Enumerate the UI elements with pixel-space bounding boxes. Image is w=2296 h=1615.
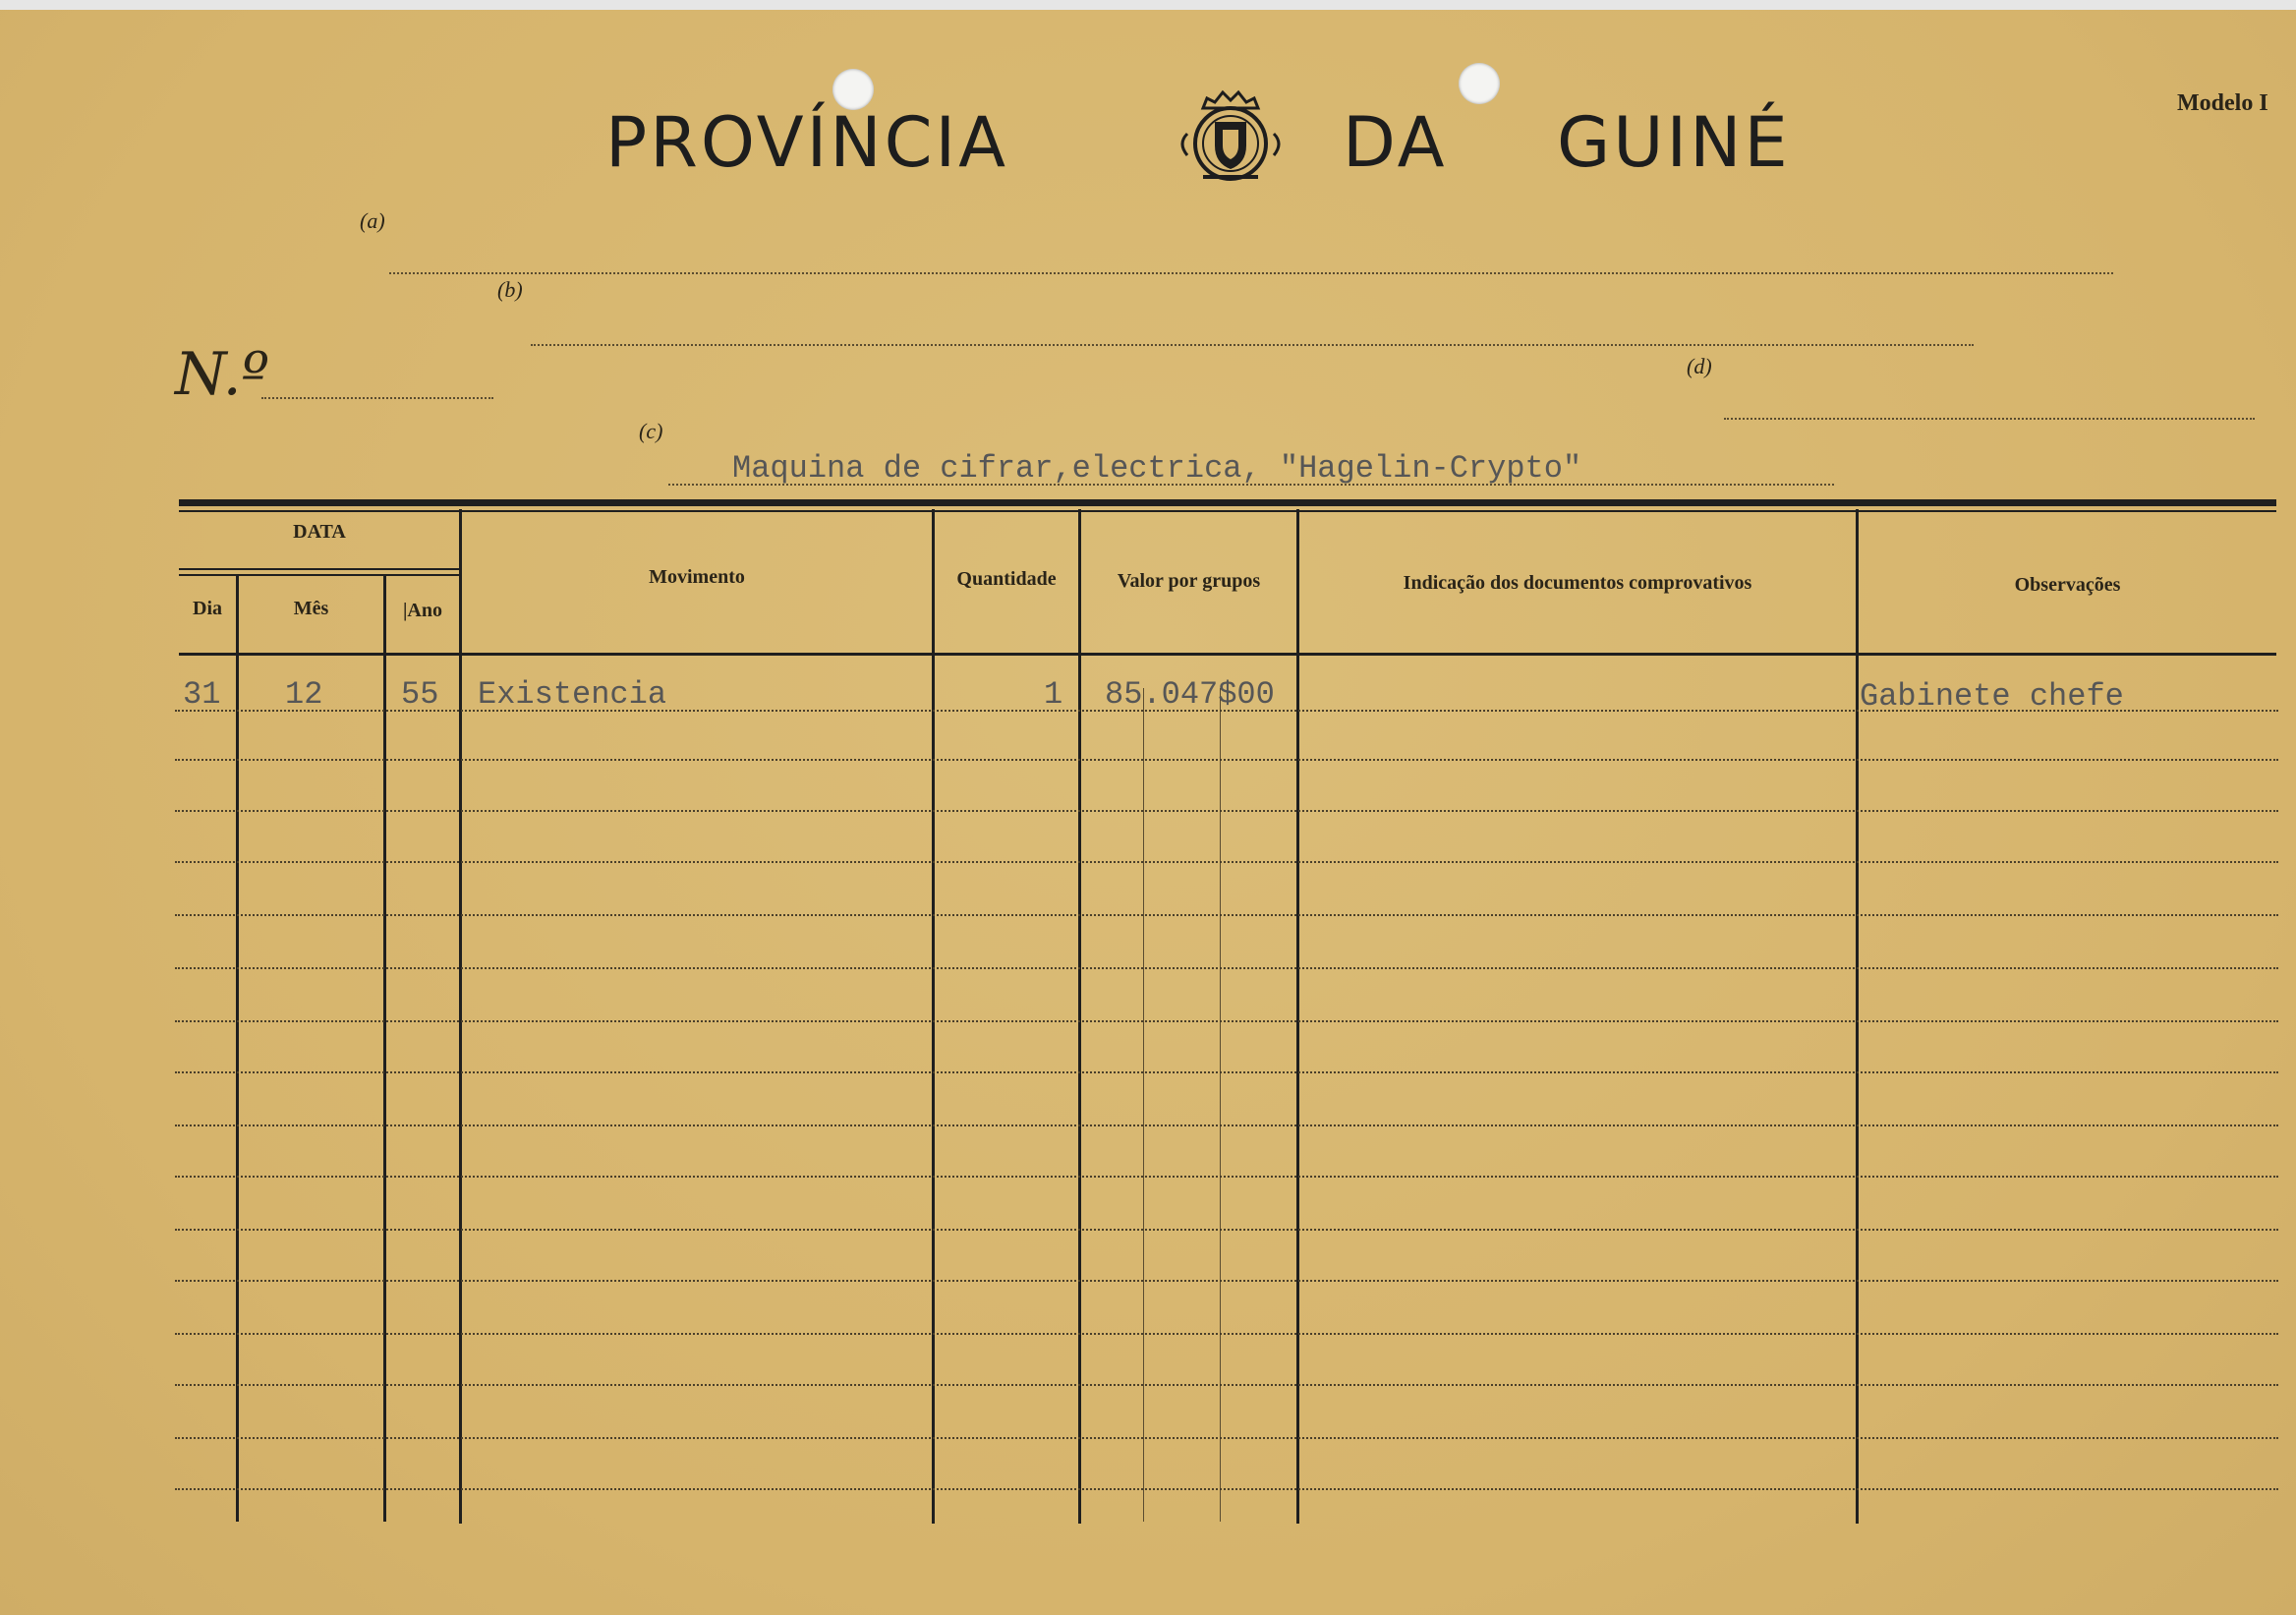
table-top-rule [179,499,2276,506]
number-label: N.º [175,340,269,409]
punch-hole-right [1459,63,1500,104]
col-divider-dia [236,576,239,1522]
table-row[interactable] [175,1384,2278,1386]
scan-edge [0,0,2296,10]
title-guine: GUINÉ [1557,102,1791,183]
table-row[interactable] [175,1280,2278,1282]
header-documentos: Indicação dos documentos comprovativos [1403,572,1752,594]
row-movimento: Existencia [478,676,667,713]
valor-subdivider-1 [1143,688,1144,1522]
table-row[interactable] [175,759,2278,761]
table-row[interactable] [175,810,2278,812]
header-quantidade: Quantidade [956,568,1057,590]
col-divider-movimento [932,509,935,1524]
table-row[interactable] [175,1333,2278,1335]
field-b-line[interactable] [531,344,1974,346]
header-valor: Valor por grupos [1117,570,1261,592]
table-row[interactable] [175,1437,2278,1439]
title-provincia: PROVÍNCIA [605,102,1009,183]
col-divider-valor [1296,509,1299,1524]
title-da: DA [1343,102,1448,183]
field-d-line[interactable] [1724,418,2255,420]
table-row[interactable] [175,1020,2278,1022]
table-row[interactable] [175,1488,2278,1490]
header-data: DATA [293,521,346,543]
table-row[interactable] [175,1125,2278,1126]
field-a-label: (a) [360,208,385,233]
table-row[interactable] [175,1229,2278,1231]
field-b-label: (b) [497,277,523,302]
header-dia: Dia [193,598,222,619]
header-ano: |Ano [403,600,442,621]
row-ano: 55 [401,676,439,713]
data-group-rule-2 [179,574,460,576]
field-d-label: (d) [1687,354,1712,378]
field-c-line[interactable] [668,484,1834,486]
row-mes: 12 [285,676,323,713]
table-row[interactable] [175,861,2278,863]
item-description: Maquina de cifrar,electrica, "Hagelin-Crypto" [732,450,1582,487]
header-observacoes: Observações [2014,574,2121,596]
row-dia: 31 [183,676,221,713]
row-quantidade: 1 [1044,676,1063,713]
valor-subdivider-2 [1220,688,1221,1522]
row-observacoes: Gabinete chefe [1860,678,2124,715]
table-row[interactable] [175,967,2278,969]
col-divider-quantidade [1078,509,1081,1524]
row-valor: 85.047$00 [1105,676,1275,713]
table-row[interactable] [175,710,2278,712]
col-divider-documentos [1856,509,1859,1524]
header-bottom-rule [179,653,2276,656]
header-movimento: Movimento [649,566,745,588]
table-row[interactable] [175,914,2278,916]
field-c-label: (c) [639,419,663,443]
data-group-rule [179,568,460,570]
table-row[interactable] [175,1071,2278,1073]
model-label: Modelo I [2177,90,2268,116]
col-divider-mes [383,576,386,1522]
coat-of-arms-icon [1174,87,1288,189]
number-line[interactable] [261,397,493,399]
table-row[interactable] [175,1176,2278,1178]
col-divider-ano [459,509,462,1524]
field-a-line[interactable] [389,272,2113,274]
header-mes: Mês [293,598,329,619]
table-top-rule-thin [179,510,2276,512]
